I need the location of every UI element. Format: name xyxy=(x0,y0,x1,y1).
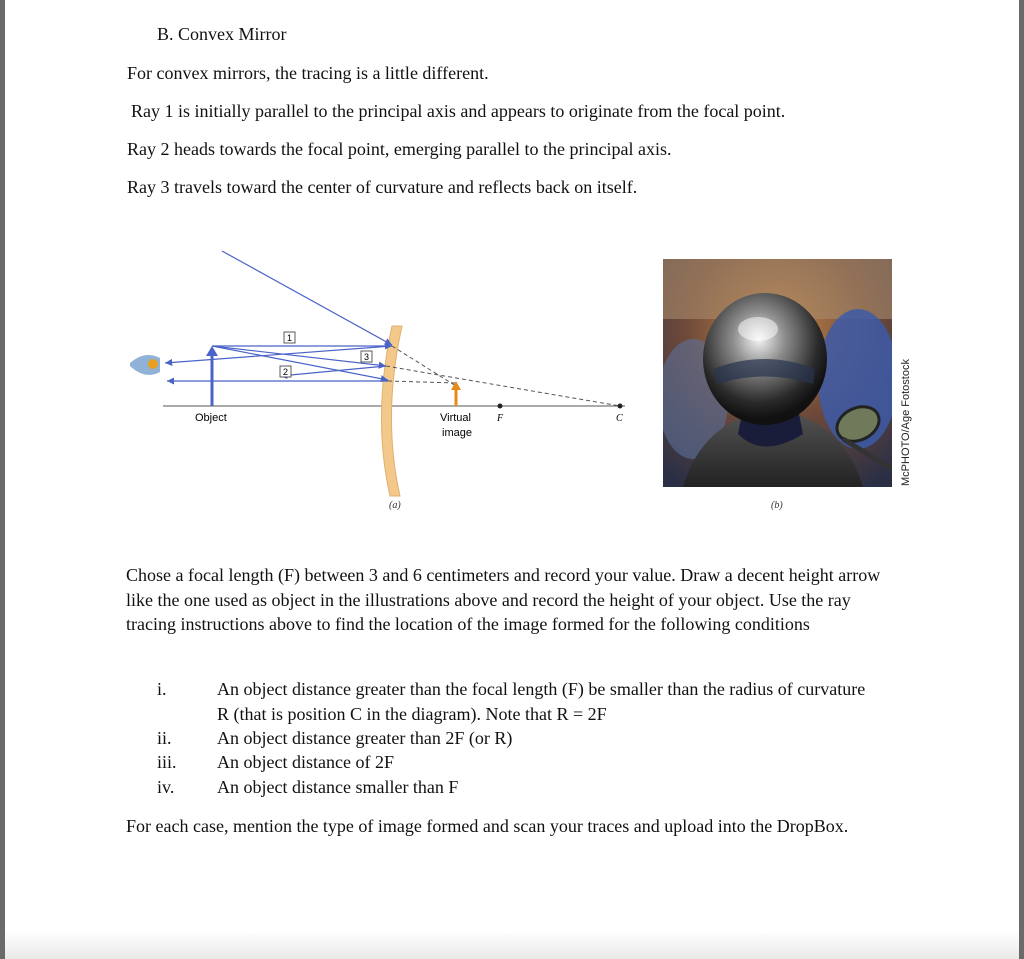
ray-3-reflected xyxy=(280,366,386,376)
virtual-label: Virtual xyxy=(440,412,471,424)
instructions-paragraph: Chose a focal length (F) between 3 and 6 centimeters and record your value. Draw a decent height arrow like the one used as object in the illustrations above and record the height of your object. Use the ray tracing instructions above to find the location of the image formed for the following conditions xyxy=(126,565,881,634)
photo-credit: McPHOTO/Age Fotostock xyxy=(900,359,912,486)
list-item xyxy=(157,726,897,751)
list-text: An object distance greater than the focal length (F) be smaller than the radius of curvature R (that is position C in the diagram). Note that R = 2F xyxy=(217,679,866,724)
section-heading: B. Convex Mirror xyxy=(157,24,287,44)
ray-1-reflected xyxy=(165,346,392,363)
helmet-photo xyxy=(663,259,892,487)
dashed-extension-1 xyxy=(392,346,456,386)
list-item xyxy=(157,750,897,775)
center-point xyxy=(618,404,623,409)
list-item xyxy=(157,677,897,727)
list-item xyxy=(157,775,897,800)
list-number: i. xyxy=(157,679,167,699)
list-number: ii. xyxy=(157,728,172,748)
list-number: iii. xyxy=(157,752,177,772)
ray-1-label: 1 xyxy=(287,333,293,343)
list-number: iv. xyxy=(157,777,175,797)
dashed-extension-2 xyxy=(388,381,456,383)
dashed-extension-3 xyxy=(386,366,620,406)
eye-pupil xyxy=(148,359,158,369)
ray-1-text: Ray 1 is initially parallel to the principal axis and appears to originate from the focal point. xyxy=(131,101,786,121)
center-label: C xyxy=(616,413,623,424)
image-label: image xyxy=(442,427,472,439)
ray-incoming-top xyxy=(222,251,392,345)
object-label: Object xyxy=(195,412,227,424)
caption-b: (b) xyxy=(771,500,783,511)
caption-a: (a) xyxy=(389,500,401,511)
list-text: An object distance greater than 2F (or R) xyxy=(217,728,513,748)
ray-3-label: 3 xyxy=(364,352,370,362)
closing-paragraph: For each case, mention the type of image formed and scan your traces and upload into the DropBox. xyxy=(126,816,849,836)
list-text: An object distance smaller than F xyxy=(217,777,459,797)
focal-point xyxy=(498,404,503,409)
list-text: An object distance of 2F xyxy=(217,752,394,772)
page-bottom-shadow xyxy=(5,931,1019,959)
ray-3-text: Ray 3 travels toward the center of curvature and reflects back on itself. xyxy=(127,177,638,197)
ray-2-text: Ray 2 heads towards the focal point, emerging parallel to the principal axis. xyxy=(127,139,672,159)
intro-text: For convex mirrors, the tracing is a little different. xyxy=(127,63,489,83)
ray-2-label: 2 xyxy=(283,367,289,377)
focal-label: F xyxy=(497,413,504,424)
convex-mirror xyxy=(381,326,402,496)
